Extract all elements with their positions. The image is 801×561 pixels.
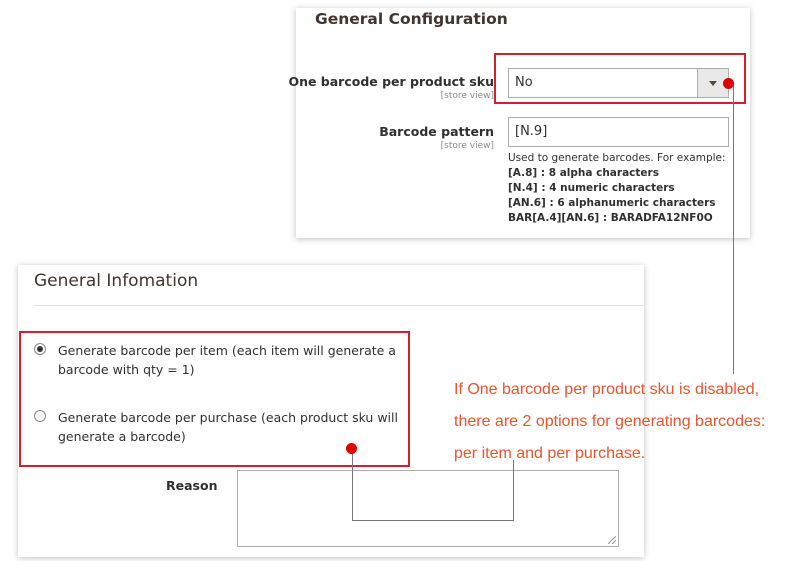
note-example: BAR[A.4][AN.6] : BARADFA12NF0O (508, 212, 713, 224)
callout-line: per item and per purchase. (454, 445, 646, 462)
barcode-pattern-input[interactable]: [N.9] (508, 117, 729, 147)
option-per-item-line1: Generate barcode per item (each item will generate a (58, 343, 396, 358)
note-example: [N.4] : 4 numeric characters (508, 182, 675, 194)
marker-dot (723, 78, 734, 89)
one-barcode-select-value: No (515, 75, 533, 90)
option-per-purchase-line2: generate a barcode) (58, 429, 186, 444)
option-per-item-line2: barcode with qty = 1) (58, 362, 195, 377)
reason-label: Reason (166, 478, 218, 493)
general-configuration-panel (288, 8, 750, 238)
resize-handle[interactable] (608, 536, 616, 544)
connector-line (733, 84, 734, 374)
general-configuration-title: General Configuration (315, 10, 508, 28)
reason-textarea[interactable] (237, 470, 619, 547)
note-example: [A.8] : 8 alpha characters (508, 167, 659, 179)
general-information-title: General Infomation (34, 271, 199, 291)
one-barcode-scope: [store view] (440, 91, 494, 101)
callout-line: there are 2 options for generating barcodes: (454, 413, 766, 430)
highlight-box-select (494, 53, 746, 104)
connector-line (352, 448, 353, 521)
callout-line: If One barcode per product sku is disabled, (454, 381, 760, 398)
note-intro: Used to generate barcodes. For example: (508, 152, 726, 164)
barcode-pattern-scope: [store view] (440, 141, 494, 151)
option-per-purchase-line1: Generate barcode per purchase (each product sku will (58, 410, 398, 425)
note-example: [AN.6] : 6 alphanumeric characters (508, 197, 716, 209)
connector-line (352, 520, 514, 521)
barcode-pattern-label: Barcode pattern (379, 124, 494, 139)
callout-text (454, 374, 765, 470)
marker-dot (346, 443, 357, 454)
one-barcode-per-sku-label: One barcode per product sku (288, 74, 494, 89)
section-divider (34, 305, 644, 306)
barcode-pattern-note (508, 151, 726, 226)
